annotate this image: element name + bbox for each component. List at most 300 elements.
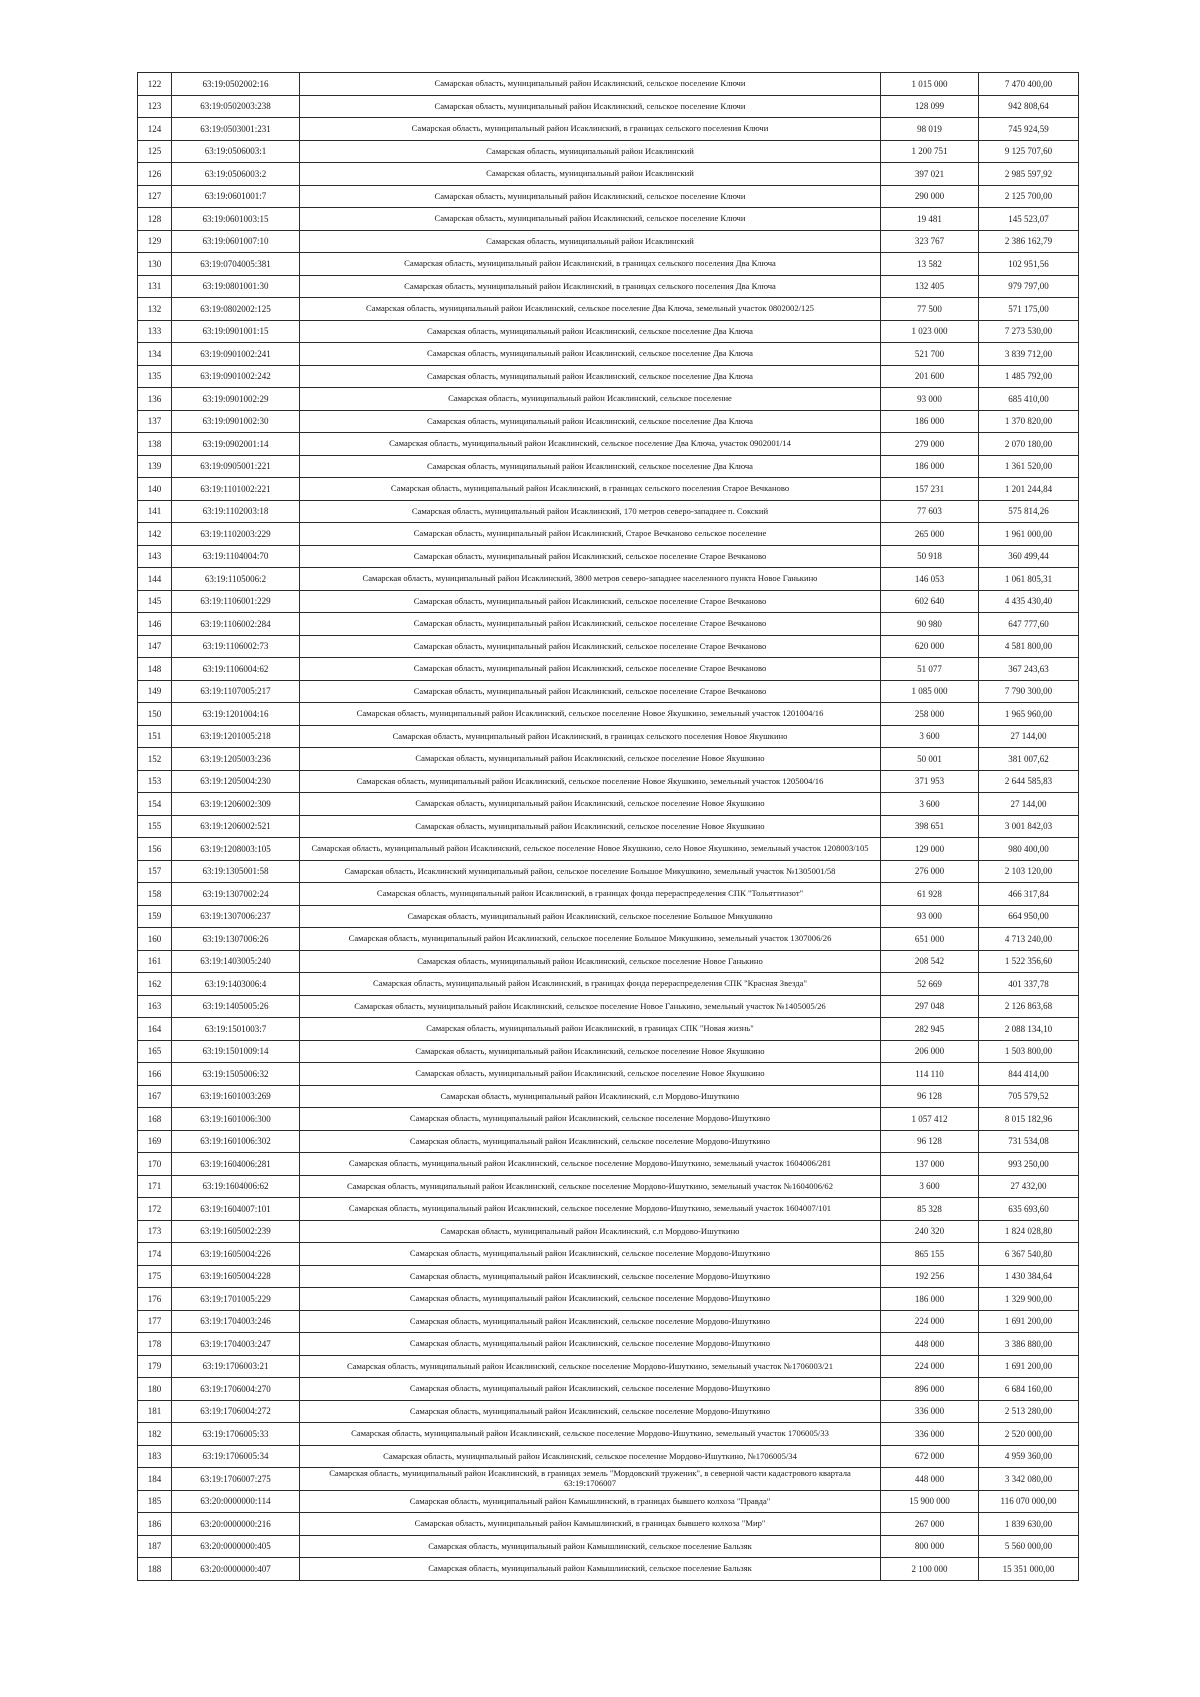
row-number-cell: 135: [138, 365, 172, 388]
address-cell: Самарская область, муниципальный район Исаклинский, сельское поселение Новое Якушкино: [300, 793, 881, 816]
cadastral-value-cell: 2 520 000,00: [979, 1423, 1079, 1446]
cadastral-value-cell: 3 839 712,00: [979, 343, 1079, 366]
table-row: [138, 95, 1079, 118]
address-cell: Самарская область, муниципальный район Исаклинский, сельское поселение Старое Вечканово: [300, 613, 881, 636]
cadastral-number-cell: 63:19:1605004:226: [172, 1243, 300, 1266]
cadastral-number-cell: 63:19:1501009:14: [172, 1040, 300, 1063]
address-cell: Самарская область, муниципальный район Исаклинский, в границах фонда перераспределения СПК "Красная Звезда": [300, 973, 881, 996]
area-cell: 98 019: [881, 118, 979, 141]
cadastral-number-cell: 63:19:0901002:29: [172, 388, 300, 411]
cadastral-value-cell: 2 513 280,00: [979, 1400, 1079, 1423]
row-number-cell: 158: [138, 883, 172, 906]
table-row: [138, 883, 1079, 906]
address-cell: Самарская область, муниципальный район Исаклинский, сельское поселение Мордово-Ишуткино, земельный участок 1604007/101: [300, 1198, 881, 1221]
row-number-cell: 131: [138, 275, 172, 298]
address-cell: Самарская область, муниципальный район Исаклинский, сельское поселение Ключи: [300, 95, 881, 118]
cadastral-number-cell: 63:19:0801001:30: [172, 275, 300, 298]
cadastral-value-cell: 6 684 160,00: [979, 1378, 1079, 1401]
row-number-cell: 172: [138, 1198, 172, 1221]
address-cell: Самарская область, муниципальный район Исаклинский, сельское поселение Мордово-Ишуткино: [300, 1108, 881, 1131]
table-row: [138, 1063, 1079, 1086]
table-row: [138, 995, 1079, 1018]
area-cell: 651 000: [881, 928, 979, 951]
cadastral-number-cell: 63:20:0000000:216: [172, 1513, 300, 1536]
cadastral-value-cell: 381 007,62: [979, 748, 1079, 771]
row-number-cell: 128: [138, 208, 172, 231]
table-row: [138, 298, 1079, 321]
row-number-cell: 164: [138, 1018, 172, 1041]
address-cell: Самарская область, муниципальный район Камышлинский, в границах бывшего колхоза "Мир": [300, 1513, 881, 1536]
table-row: [138, 208, 1079, 231]
cadastral-value-cell: 1 839 630,00: [979, 1513, 1079, 1536]
address-cell: Самарская область, муниципальный район Исаклинский, сельское поселение Два Ключа: [300, 343, 881, 366]
cadastral-value-cell: 2 088 134,10: [979, 1018, 1079, 1041]
table-row: [138, 118, 1079, 141]
cadastral-value-cell: 2 985 597,92: [979, 163, 1079, 186]
address-cell: Самарская область, муниципальный район Исаклинский, 3800 метров северо-западнее населенного пункта Новое Ганькино: [300, 568, 881, 591]
address-cell: Самарская область, муниципальный район Исаклинский, сельское поселение Мордово-Ишуткино: [300, 1400, 881, 1423]
area-cell: 129 000: [881, 838, 979, 861]
cadastral-value-cell: 1 503 800,00: [979, 1040, 1079, 1063]
address-cell: Самарская область, муниципальный район Исаклинский, сельское поселение Два Ключа, земельный участок 0802002/125: [300, 298, 881, 321]
address-cell: Самарская область, Исаклинский муниципальный район, сельское поселение Большое Микушкино, земельный участок №1305001/58: [300, 860, 881, 883]
table-row: [138, 1423, 1079, 1446]
row-number-cell: 142: [138, 523, 172, 546]
cadastral-number-cell: 63:19:1102003:229: [172, 523, 300, 546]
cadastral-number-cell: 63:19:0901002:242: [172, 365, 300, 388]
address-cell: Самарская область, муниципальный район Исаклинский, в границах СПК "Новая жизнь": [300, 1018, 881, 1041]
area-cell: 93 000: [881, 388, 979, 411]
address-cell: Самарская область, муниципальный район Исаклинский, 170 метров северо-западнее п. Сокский: [300, 500, 881, 523]
area-cell: 297 048: [881, 995, 979, 1018]
area-cell: 114 110: [881, 1063, 979, 1086]
cadastral-value-cell: 4 713 240,00: [979, 928, 1079, 951]
cadastral-value-cell: 2 644 585,83: [979, 770, 1079, 793]
cadastral-number-cell: 63:19:1706003:21: [172, 1355, 300, 1378]
cadastral-value-cell: 1 691 200,00: [979, 1310, 1079, 1333]
cadastral-number-cell: 63:20:0000000:114: [172, 1490, 300, 1513]
cadastral-number-cell: 63:19:1305001:58: [172, 860, 300, 883]
row-number-cell: 126: [138, 163, 172, 186]
cadastral-value-cell: 1 485 792,00: [979, 365, 1079, 388]
row-number-cell: 171: [138, 1175, 172, 1198]
address-cell: Самарская область, муниципальный район Исаклинский, сельское поселение Старое Вечканово: [300, 545, 881, 568]
table-body: [138, 73, 1079, 1581]
cadastral-number-cell: 63:19:1601006:300: [172, 1108, 300, 1131]
cadastral-number-cell: 63:19:1501003:7: [172, 1018, 300, 1041]
row-number-cell: 186: [138, 1513, 172, 1536]
cadastral-number-cell: 63:20:0000000:407: [172, 1558, 300, 1581]
area-cell: 448 000: [881, 1333, 979, 1356]
area-cell: 2 100 000: [881, 1558, 979, 1581]
row-number-cell: 129: [138, 230, 172, 253]
cadastral-value-cell: 360 499,44: [979, 545, 1079, 568]
area-cell: 15 900 000: [881, 1490, 979, 1513]
cadastral-value-cell: 979 797,00: [979, 275, 1079, 298]
address-cell: Самарская область, муниципальный район Камышлинский, сельское поселение Бальзяк: [300, 1535, 881, 1558]
cadastral-number-cell: 63:19:1403005:240: [172, 950, 300, 973]
address-cell: Самарская область, муниципальный район Исаклинский, в границах сельского поселения Два Ключа: [300, 275, 881, 298]
cadastral-number-cell: 63:19:1208003:105: [172, 838, 300, 861]
row-number-cell: 184: [138, 1468, 172, 1491]
table-row: [138, 343, 1079, 366]
table-row: [138, 1198, 1079, 1221]
row-number-cell: 123: [138, 95, 172, 118]
table-row: [138, 770, 1079, 793]
area-cell: 96 128: [881, 1130, 979, 1153]
cadastral-value-table: [137, 72, 1079, 1581]
cadastral-number-cell: 63:19:0506003:1: [172, 140, 300, 163]
table-row: [138, 163, 1079, 186]
table-row: [138, 1400, 1079, 1423]
table-row: [138, 1333, 1079, 1356]
cadastral-value-cell: 4 435 430,40: [979, 590, 1079, 613]
table-row: [138, 1468, 1079, 1491]
row-number-cell: 187: [138, 1535, 172, 1558]
area-cell: 206 000: [881, 1040, 979, 1063]
address-cell: Самарская область, муниципальный район Исаклинский, сельское поселение Ключи: [300, 208, 881, 231]
row-number-cell: 161: [138, 950, 172, 973]
cadastral-value-cell: 7 790 300,00: [979, 680, 1079, 703]
table-row: [138, 1108, 1079, 1131]
row-number-cell: 138: [138, 433, 172, 456]
cadastral-value-cell: 2 125 700,00: [979, 185, 1079, 208]
cadastral-number-cell: 63:19:1107005:217: [172, 680, 300, 703]
row-number-cell: 156: [138, 838, 172, 861]
area-cell: 258 000: [881, 703, 979, 726]
row-number-cell: 151: [138, 725, 172, 748]
cadastral-number-cell: 63:20:0000000:405: [172, 1535, 300, 1558]
row-number-cell: 176: [138, 1288, 172, 1311]
cadastral-number-cell: 63:19:1701005:229: [172, 1288, 300, 1311]
cadastral-value-cell: 466 317,84: [979, 883, 1079, 906]
cadastral-value-cell: 942 808,64: [979, 95, 1079, 118]
table-row: [138, 1220, 1079, 1243]
address-cell: Самарская область, муниципальный район Исаклинский, сельское поселение Большое Микушкино: [300, 905, 881, 928]
area-cell: 620 000: [881, 635, 979, 658]
row-number-cell: 182: [138, 1423, 172, 1446]
area-cell: 1 015 000: [881, 73, 979, 96]
table-row: [138, 275, 1079, 298]
address-cell: Самарская область, муниципальный район Исаклинский, сельское поселение Новое Якушкино, земельный участок 1201004/16: [300, 703, 881, 726]
area-cell: 3 600: [881, 725, 979, 748]
address-cell: Самарская область, муниципальный район Исаклинский, сельское поселение Мордово-Ишуткино: [300, 1243, 881, 1266]
row-number-cell: 174: [138, 1243, 172, 1266]
cadastral-value-cell: 145 523,07: [979, 208, 1079, 231]
row-number-cell: 181: [138, 1400, 172, 1423]
cadastral-number-cell: 63:19:1605002:239: [172, 1220, 300, 1243]
table-row: [138, 613, 1079, 636]
cadastral-value-cell: 27 144,00: [979, 793, 1079, 816]
cadastral-number-cell: 63:19:0502002:16: [172, 73, 300, 96]
row-number-cell: 125: [138, 140, 172, 163]
address-cell: Самарская область, муниципальный район Исаклинский, сельское поселение Новое Якушкино: [300, 748, 881, 771]
row-number-cell: 147: [138, 635, 172, 658]
cadastral-value-cell: 9 125 707,60: [979, 140, 1079, 163]
area-cell: 1 023 000: [881, 320, 979, 343]
address-cell: Самарская область, муниципальный район Камышлинский, в границах бывшего колхоза "Правда": [300, 1490, 881, 1513]
cadastral-value-cell: 4 959 360,00: [979, 1445, 1079, 1468]
cadastral-value-cell: 635 693,60: [979, 1198, 1079, 1221]
address-cell: Самарская область, муниципальный район Исаклинский, сельское поселение Большое Микушкино, земельный участок 1307006/26: [300, 928, 881, 951]
address-cell: Самарская область, муниципальный район Исаклинский, сельское поселение Мордово-Ишуткино, земельный участок 1604006/281: [300, 1153, 881, 1176]
cadastral-value-cell: 575 814,26: [979, 500, 1079, 523]
table-row: [138, 725, 1079, 748]
cadastral-number-cell: 63:19:1403006:4: [172, 973, 300, 996]
cadastral-value-cell: 1 961 000,00: [979, 523, 1079, 546]
cadastral-number-cell: 63:19:1604006:62: [172, 1175, 300, 1198]
area-cell: 192 256: [881, 1265, 979, 1288]
address-cell: Самарская область, муниципальный район Исаклинский, сельское поселение Два Ключа: [300, 455, 881, 478]
table-row: [138, 1558, 1079, 1581]
area-cell: 865 155: [881, 1243, 979, 1266]
cadastral-number-cell: 63:19:1102003:18: [172, 500, 300, 523]
area-cell: 323 767: [881, 230, 979, 253]
cadastral-number-cell: 63:19:1601003:269: [172, 1085, 300, 1108]
area-cell: 85 328: [881, 1198, 979, 1221]
cadastral-value-cell: 731 534,08: [979, 1130, 1079, 1153]
table-row: [138, 523, 1079, 546]
table-row: [138, 1378, 1079, 1401]
area-cell: 90 980: [881, 613, 979, 636]
area-cell: 1 057 412: [881, 1108, 979, 1131]
table-row: [138, 680, 1079, 703]
address-cell: Самарская область, муниципальный район Исаклинский, сельское поселение Новое Якушкино: [300, 1063, 881, 1086]
cadastral-value-cell: 1 824 028,80: [979, 1220, 1079, 1243]
address-cell: Самарская область, муниципальный район Исаклинский, в границах земель "Мордовский труженик", в северной части кадастрового квартала 63:19:1706007: [300, 1468, 881, 1491]
table-row: [138, 1513, 1079, 1536]
area-cell: 279 000: [881, 433, 979, 456]
address-cell: Самарская область, муниципальный район Исаклинский, сельское поселение Мордово-Ишуткино: [300, 1310, 881, 1333]
cadastral-number-cell: 63:19:1604007:101: [172, 1198, 300, 1221]
cadastral-number-cell: 63:19:1206002:309: [172, 793, 300, 816]
table-row: [138, 545, 1079, 568]
table-row: [138, 635, 1079, 658]
cadastral-number-cell: 63:19:0905001:221: [172, 455, 300, 478]
cadastral-number-cell: 63:19:0802002:125: [172, 298, 300, 321]
address-cell: Самарская область, муниципальный район Исаклинский, в границах сельского поселения Новое Якушкино: [300, 725, 881, 748]
cadastral-number-cell: 63:19:1201004:16: [172, 703, 300, 726]
table-row: [138, 388, 1079, 411]
table-row: [138, 860, 1079, 883]
address-cell: Самарская область, муниципальный район Исаклинский, сельское поселение Мордово-Ишуткино, земельный участок №1604006/62: [300, 1175, 881, 1198]
cadastral-value-cell: 3 386 880,00: [979, 1333, 1079, 1356]
table-row: [138, 410, 1079, 433]
row-number-cell: 188: [138, 1558, 172, 1581]
area-cell: 224 000: [881, 1355, 979, 1378]
cadastral-number-cell: 63:19:1106004:62: [172, 658, 300, 681]
table-row: [138, 1535, 1079, 1558]
row-number-cell: 175: [138, 1265, 172, 1288]
cadastral-value-cell: 2 103 120,00: [979, 860, 1079, 883]
table-row: [138, 73, 1079, 96]
address-cell: Самарская область, муниципальный район Исаклинский, сельское поселение Ключи: [300, 73, 881, 96]
row-number-cell: 165: [138, 1040, 172, 1063]
address-cell: Самарская область, муниципальный район Исаклинский: [300, 140, 881, 163]
row-number-cell: 177: [138, 1310, 172, 1333]
area-cell: 448 000: [881, 1468, 979, 1491]
area-cell: 201 600: [881, 365, 979, 388]
row-number-cell: 183: [138, 1445, 172, 1468]
area-cell: 50 918: [881, 545, 979, 568]
cadastral-value-cell: 27 144,00: [979, 725, 1079, 748]
address-cell: Самарская область, муниципальный район Исаклинский, сельское поселение Мордово-Ишуткино: [300, 1378, 881, 1401]
address-cell: Самарская область, муниципальный район Исаклинский, сельское поселение Новое Якушкино: [300, 1040, 881, 1063]
row-number-cell: 144: [138, 568, 172, 591]
area-cell: 137 000: [881, 1153, 979, 1176]
table-row: [138, 1355, 1079, 1378]
table-row: [138, 1490, 1079, 1513]
row-number-cell: 136: [138, 388, 172, 411]
cadastral-value-cell: 367 243,63: [979, 658, 1079, 681]
row-number-cell: 168: [138, 1108, 172, 1131]
table-row: [138, 1310, 1079, 1333]
area-cell: 186 000: [881, 455, 979, 478]
row-number-cell: 179: [138, 1355, 172, 1378]
row-number-cell: 152: [138, 748, 172, 771]
cadastral-number-cell: 63:19:1106002:73: [172, 635, 300, 658]
cadastral-number-cell: 63:19:0506003:2: [172, 163, 300, 186]
area-cell: 157 231: [881, 478, 979, 501]
cadastral-number-cell: 63:19:0704005:381: [172, 253, 300, 276]
row-number-cell: 159: [138, 905, 172, 928]
cadastral-value-cell: 1 691 200,00: [979, 1355, 1079, 1378]
row-number-cell: 132: [138, 298, 172, 321]
area-cell: 521 700: [881, 343, 979, 366]
area-cell: 398 651: [881, 815, 979, 838]
address-cell: Самарская область, муниципальный район Исаклинский, сельское поселение Два Ключа: [300, 410, 881, 433]
area-cell: 96 128: [881, 1085, 979, 1108]
row-number-cell: 124: [138, 118, 172, 141]
row-number-cell: 134: [138, 343, 172, 366]
address-cell: Самарская область, муниципальный район Исаклинский, сельское поселение Старое Вечканово: [300, 635, 881, 658]
area-cell: 19 481: [881, 208, 979, 231]
cadastral-number-cell: 63:19:1706004:272: [172, 1400, 300, 1423]
cadastral-number-cell: 63:19:1205003:236: [172, 748, 300, 771]
row-number-cell: 149: [138, 680, 172, 703]
area-cell: 208 542: [881, 950, 979, 973]
cadastral-number-cell: 63:19:1205004:230: [172, 770, 300, 793]
cadastral-number-cell: 63:19:1201005:218: [172, 725, 300, 748]
table-row: [138, 973, 1079, 996]
cadastral-number-cell: 63:19:0901001:15: [172, 320, 300, 343]
cadastral-value-cell: 1 370 820,00: [979, 410, 1079, 433]
table-row: [138, 905, 1079, 928]
cadastral-value-cell: 844 414,00: [979, 1063, 1079, 1086]
area-cell: 3 600: [881, 1175, 979, 1198]
address-cell: Самарская область, муниципальный район Исаклинский, в границах сельского поселения Старое Вечканово: [300, 478, 881, 501]
address-cell: Самарская область, муниципальный район Исаклинский, сельское поселение Два Ключа, участок 0902001/14: [300, 433, 881, 456]
cadastral-value-cell: 15 351 000,00: [979, 1558, 1079, 1581]
cadastral-value-cell: 980 400,00: [979, 838, 1079, 861]
cadastral-value-cell: 1 329 900,00: [979, 1288, 1079, 1311]
address-cell: Самарская область, муниципальный район Исаклинский, в границах фонда перераспределения СПК "Тольяттиазот": [300, 883, 881, 906]
table-row: [138, 140, 1079, 163]
row-number-cell: 148: [138, 658, 172, 681]
area-cell: 602 640: [881, 590, 979, 613]
cadastral-value-cell: 8 015 182,96: [979, 1108, 1079, 1131]
cadastral-number-cell: 63:19:1307006:237: [172, 905, 300, 928]
row-number-cell: 178: [138, 1333, 172, 1356]
cadastral-number-cell: 63:19:1106002:284: [172, 613, 300, 636]
cadastral-number-cell: 63:19:1206002:521: [172, 815, 300, 838]
address-cell: Самарская область, муниципальный район Исаклинский, сельское поселение: [300, 388, 881, 411]
table-row: [138, 1085, 1079, 1108]
address-cell: Самарская область, муниципальный район Исаклинский, сельское поселение Старое Вечканово: [300, 658, 881, 681]
row-number-cell: 133: [138, 320, 172, 343]
area-cell: 61 928: [881, 883, 979, 906]
address-cell: Самарская область, муниципальный район Исаклинский, сельское поселение Новое Якушкино, село Новое Якушкино, земельный участок 1208003/105: [300, 838, 881, 861]
cadastral-value-cell: 1 061 805,31: [979, 568, 1079, 591]
address-cell: Самарская область, муниципальный район Исаклинский, сельское поселение Мордово-Ишуткино: [300, 1333, 881, 1356]
address-cell: Самарская область, муниципальный район Исаклинский, в границах сельского поселения Два Ключа: [300, 253, 881, 276]
row-number-cell: 162: [138, 973, 172, 996]
area-cell: 186 000: [881, 410, 979, 433]
address-cell: Самарская область, муниципальный район Исаклинский, сельское поселение Новое Ганькино, земельный участок №1405005/26: [300, 995, 881, 1018]
cadastral-number-cell: 63:19:1405005:26: [172, 995, 300, 1018]
area-cell: 77 603: [881, 500, 979, 523]
cadastral-number-cell: 63:19:1706004:270: [172, 1378, 300, 1401]
address-cell: Самарская область, муниципальный район Камышлинский, сельское поселение Бальзяк: [300, 1558, 881, 1581]
cadastral-number-cell: 63:19:1307006:26: [172, 928, 300, 951]
area-cell: 50 001: [881, 748, 979, 771]
area-cell: 672 000: [881, 1445, 979, 1468]
row-number-cell: 160: [138, 928, 172, 951]
table-row: [138, 590, 1079, 613]
row-number-cell: 180: [138, 1378, 172, 1401]
cadastral-value-cell: 647 777,60: [979, 613, 1079, 636]
address-cell: Самарская область, муниципальный район Исаклинский, сельское поселение Два Ключа: [300, 365, 881, 388]
table-row: [138, 1288, 1079, 1311]
area-cell: 336 000: [881, 1400, 979, 1423]
table-row: [138, 1130, 1079, 1153]
row-number-cell: 167: [138, 1085, 172, 1108]
table-row: [138, 433, 1079, 456]
cadastral-value-cell: 27 432,00: [979, 1175, 1079, 1198]
area-cell: 397 021: [881, 163, 979, 186]
cadastral-value-cell: 5 560 000,00: [979, 1535, 1079, 1558]
row-number-cell: 170: [138, 1153, 172, 1176]
row-number-cell: 153: [138, 770, 172, 793]
area-cell: 896 000: [881, 1378, 979, 1401]
table-row: [138, 815, 1079, 838]
address-cell: Самарская область, муниципальный район Исаклинский, сельское поселение Ключи: [300, 185, 881, 208]
cadastral-value-cell: 1 430 384,64: [979, 1265, 1079, 1288]
cadastral-value-cell: 571 175,00: [979, 298, 1079, 321]
table-row: [138, 703, 1079, 726]
row-number-cell: 155: [138, 815, 172, 838]
cadastral-value-cell: 1 965 960,00: [979, 703, 1079, 726]
address-cell: Самарская область, муниципальный район Исаклинский, сельское поселение Старое Вечканово: [300, 590, 881, 613]
area-cell: 1 085 000: [881, 680, 979, 703]
table-row: [138, 928, 1079, 951]
cadastral-value-cell: 4 581 800,00: [979, 635, 1079, 658]
cadastral-number-cell: 63:19:1706005:34: [172, 1445, 300, 1468]
cadastral-number-cell: 63:19:1704003:247: [172, 1333, 300, 1356]
row-number-cell: 145: [138, 590, 172, 613]
cadastral-number-cell: 63:19:0901002:30: [172, 410, 300, 433]
address-cell: Самарская область, муниципальный район Исаклинский, сельское поселение Мордово-Ишуткино: [300, 1130, 881, 1153]
address-cell: Самарская область, муниципальный район Исаклинский, сельское поселение Мордово-Ишуткино, №1706005/34: [300, 1445, 881, 1468]
table-row: [138, 1243, 1079, 1266]
address-cell: Самарская область, муниципальный район Исаклинский, с.п Мордово-Ишуткино: [300, 1085, 881, 1108]
area-cell: 77 500: [881, 298, 979, 321]
row-number-cell: 130: [138, 253, 172, 276]
area-cell: 267 000: [881, 1513, 979, 1536]
area-cell: 1 200 751: [881, 140, 979, 163]
table-row: [138, 793, 1079, 816]
table-row: [138, 1175, 1079, 1198]
